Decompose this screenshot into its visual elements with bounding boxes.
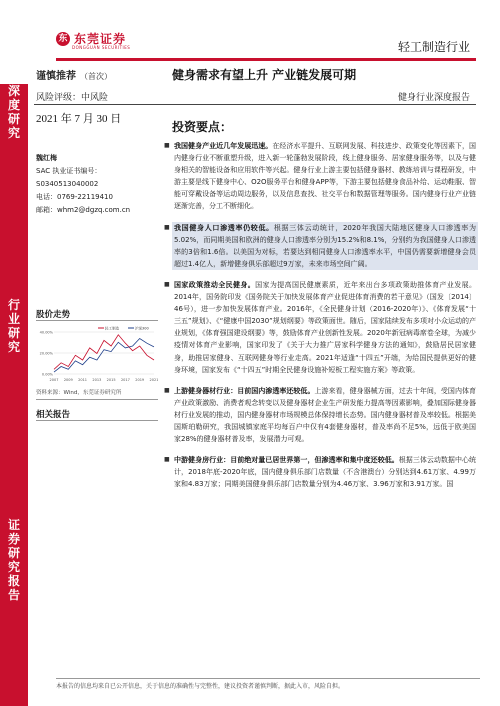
- chart-legend-label: 轻工制造: [105, 326, 119, 331]
- report-type: 健身行业深度报告: [397, 93, 470, 103]
- related-reports-heading: 相关报告: [36, 410, 71, 420]
- chart-x-tick: 2007: [49, 378, 59, 382]
- key-point-lead: 我国健身产业近几年发展迅速。: [174, 142, 273, 150]
- analyst-info: [36, 152, 130, 217]
- logo-mark-icon: 东: [56, 32, 70, 46]
- chart-legend-label: 沪深300: [135, 326, 149, 331]
- chart-x-tick: 2011: [78, 378, 88, 382]
- key-point-text: 根据三体云动数据中心统计，2018年底-2020年底，国内健身俱乐部门店数量（不含港澳台）分别达到4.61万家、4.99万家和4.83万家；同期美国健身俱乐部门店数量分别为4.46万家、3.96万家和3.91万家。国: [174, 456, 477, 489]
- chart-x-tick: 2021: [149, 378, 158, 382]
- key-points-title: 投资要点：: [172, 120, 233, 134]
- analyst-name: 魏红梅: [36, 154, 57, 162]
- rating: [36, 67, 112, 82]
- price-chart: [36, 324, 158, 384]
- chart-y-tick: 0.00%: [41, 372, 53, 377]
- chart-x-tick: 2019: [135, 378, 145, 382]
- key-point-item: [164, 454, 476, 490]
- risk-level: 风险评级：中风险: [36, 93, 109, 103]
- side-stripe: [0, 84, 28, 706]
- price-trend-heading: 股价走势: [36, 310, 71, 320]
- chart-y-tick: 20.00%: [39, 351, 53, 356]
- key-point-item: [164, 222, 476, 270]
- key-point-text: 上游来看，健身器械方面，过去十年间，受国内体育产业政策激励、消费者观念转变以及健身器材企业生产研发能力提高等因素影响，叠加国际健身器材行业发展的推动，国内健身器材市场规模总体保持增长态势。国内健身器材普及率较低。根据美国斯珀勒研究，我国城镇家庭平均每百户中仅有4套健身器材，普及率尚不足5%，远低于欧美国家28%的健身器材普及率，发展潜力可观。: [174, 386, 477, 444]
- sidebar-label-securities-report: 证券研究报告: [7, 518, 20, 602]
- key-point-text: 国家为提高国民健康素质，近年来出台多项政策助推体育产业发展。2014年，国务院印发《国务院关于加快发展体育产业促进体育消费的若干意见》（国发〔2014〕46号），进一步加快发展体育产业。2016年，《全民健身计划（2016-2020年）》、《体育发展“十三五”规划》、《“健康中国2030”规划纲要》等政策面世。随后，国家陆续发布多项对小众运动的产业规划，《体育强国建设纲要》等，鼓励体育产业创新性发展。2020年新冠病毒席卷全球，为减少疫情对体育产业影响，国家印发了《关于大力推广居家科学健身方法的通知》，鼓励居民居家健身，助推居家健身、互联网健身等行业走高。2021年适逢“十四五”开端，为给国民提供更好的健身环境，国家发布《“十四五”时期全民健身设施补短板工程实施方案》等政策。: [174, 280, 476, 374]
- rating-value: 谨慎推荐: [36, 71, 76, 82]
- chart-y-tick: 40.00%: [39, 330, 53, 335]
- sidebar-label-deep-research: 深度研究: [7, 84, 20, 140]
- page-title: 健身需求有望上升 产业链发展可期: [172, 68, 357, 82]
- chart-source-rule: [36, 399, 158, 400]
- logo-text: 东莞证券: [74, 32, 127, 46]
- analyst-cert-no: S0340513040002: [36, 180, 99, 188]
- chart-x-tick: 2017: [120, 378, 130, 382]
- price-chart-svg: [36, 324, 158, 384]
- industry-label: 轻工制造行业: [397, 40, 470, 54]
- price-trend-rule: [36, 320, 158, 321]
- analyst-phone: 电话：0769-22119410: [36, 193, 113, 201]
- rating-note: （首次）: [80, 72, 112, 81]
- key-point-item: [164, 140, 476, 213]
- key-point-item: [164, 279, 476, 376]
- analyst-email: 邮箱：whm2@dgzq.com.cn: [36, 206, 131, 214]
- key-point-lead: 我国健身人口渗透率仍较低。: [174, 223, 274, 232]
- key-points-list: [164, 140, 476, 499]
- title-divider: [34, 104, 476, 105]
- footer-divider: [56, 678, 480, 679]
- chart-series-line: [54, 335, 154, 370]
- key-point-text: 在经济水平提升、互联网发展、科技进步、政策变化等因素下，国内健身行业不断重塑升级，进入新一轮蓬勃发展阶段，线上健身服务、居家健身服务等，以及与健身相关的智能设备和应用软件等兴起。健身行业上游主要包括健身器材、教练培训与课程研发，中游主要是线下健身中心、O2O服务平台和健身APP等，下游主要包括健身食品补给、运动鞋服、智能可穿戴设备等运动周边服务，以及信息查找、社交平台和数据管理等服务。国内健身行业产业链逐渐完善，分工不断细化。: [174, 142, 477, 211]
- sidebar-label-industry-research: 行业研究: [7, 298, 20, 354]
- chart-x-tick: 2009: [63, 378, 73, 382]
- chart-series-line: [54, 339, 154, 373]
- key-point-text: 根据三体云动统计，2020年我国大陆地区健身人口渗透率为5.02%，而同期美国和欧洲的健身人口渗透率分别为15.2%和8.1%，分别约为我国健身人口渗透率的3倍和1.6倍。以美国为对标，若要达到相同健身人口渗透率水平，中国仍需要新增健身会员超过1.4亿人，新增健身俱乐部超过9万家，未来市场空间广阔。: [174, 223, 476, 268]
- key-point-item: [164, 385, 476, 445]
- logo-subtitle: DONGGUAN SECURITIES: [72, 45, 131, 50]
- analyst-cert-label: SAC 执业证书编号：: [36, 167, 102, 175]
- key-point-lead: 上游健身器材行业：目前国内渗透率还较低。: [174, 386, 315, 395]
- disclaimer: 本报告的信息均来自已公开信息，关于信息的准确性与完整性，建议投资者谨慎判断，据此入市，风险自担。: [56, 683, 345, 690]
- related-reports-rule: [36, 420, 158, 421]
- chart-source: 资料来源：Wind，东莞证券研究所: [36, 390, 122, 396]
- key-point-lead: 国家政策推动全民健身。: [174, 280, 256, 289]
- report-date: 2021 年 7 月 30 日: [36, 113, 122, 125]
- chart-x-tick: 2015: [106, 378, 116, 382]
- header-divider: [56, 58, 476, 61]
- key-point-lead: 中游健身房行业：目前绝对量已居世界第一，但渗透率和集中度还较低。: [174, 456, 399, 465]
- chart-x-tick: 2013: [92, 378, 102, 382]
